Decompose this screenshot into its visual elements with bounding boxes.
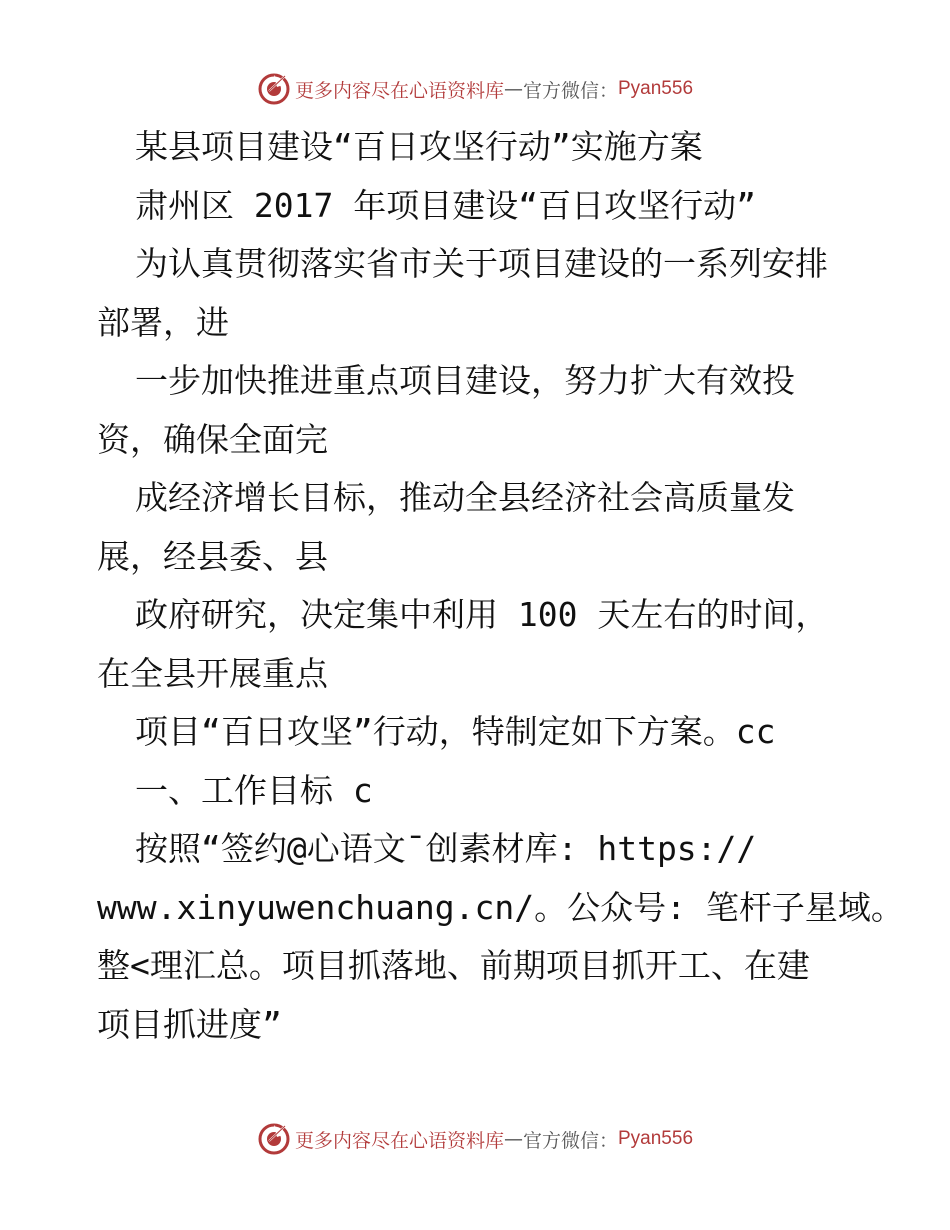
- document-line: 肃州区 2017 年项目建设“百日攻坚行动”: [135, 185, 756, 225]
- footer-banner: [0, 1119, 950, 1159]
- document-line: 某县项目建设“百日攻坚行动”实施方案: [135, 127, 703, 166]
- wechat-label: 官方微信：: [522, 1129, 618, 1152]
- wechat-id: Pyan556: [618, 1128, 694, 1149]
- header-banner: [0, 69, 950, 109]
- document-line: 一步加快推进重点项目建设，努力扩大有效投: [135, 361, 795, 400]
- document-line: 一、工作目标 c: [135, 770, 373, 810]
- brand-logo-icon: [257, 1122, 291, 1156]
- document-line: 整<理汇总。项目抓落地、前期项目抓开工、在建: [97, 946, 810, 985]
- banner-text: 更多内容尽在心语资料库: [294, 79, 504, 102]
- banner-separator: —: [503, 1128, 523, 1150]
- document-line: 为认真贯彻落实省市关于项目建设的一系列安排: [135, 244, 828, 283]
- document-line: 政府研究，决定集中利用 100 天左右的时间，: [135, 595, 829, 634]
- document-line: 资，确保全面完: [97, 419, 328, 459]
- wechat-label: 官方微信：: [522, 79, 618, 102]
- document-line: 展，经县委、县: [97, 536, 328, 576]
- document-line: 项目“百日攻坚”行动，特制定如下方案。cc: [135, 712, 776, 751]
- banner-text: 更多内容尽在心语资料库: [294, 1129, 504, 1152]
- document-line: 在全县开展重点: [97, 653, 328, 693]
- document-line: 按照“签约@心语文¯创素材库: https://: [135, 829, 757, 868]
- banner-separator: —: [503, 78, 523, 100]
- wechat-id: Pyan556: [618, 78, 694, 99]
- document-line: www.xinyuwenchuang.cn/。公众号: 笔杆子星域。: [97, 887, 904, 927]
- document-line: 成经济增长目标，推动全县经济社会高质量发: [135, 478, 795, 517]
- document-line: 部署，进: [97, 302, 229, 342]
- document-line: 项目抓进度”: [97, 1004, 282, 1044]
- document-body: [97, 118, 904, 1054]
- brand-logo-icon: [257, 72, 291, 106]
